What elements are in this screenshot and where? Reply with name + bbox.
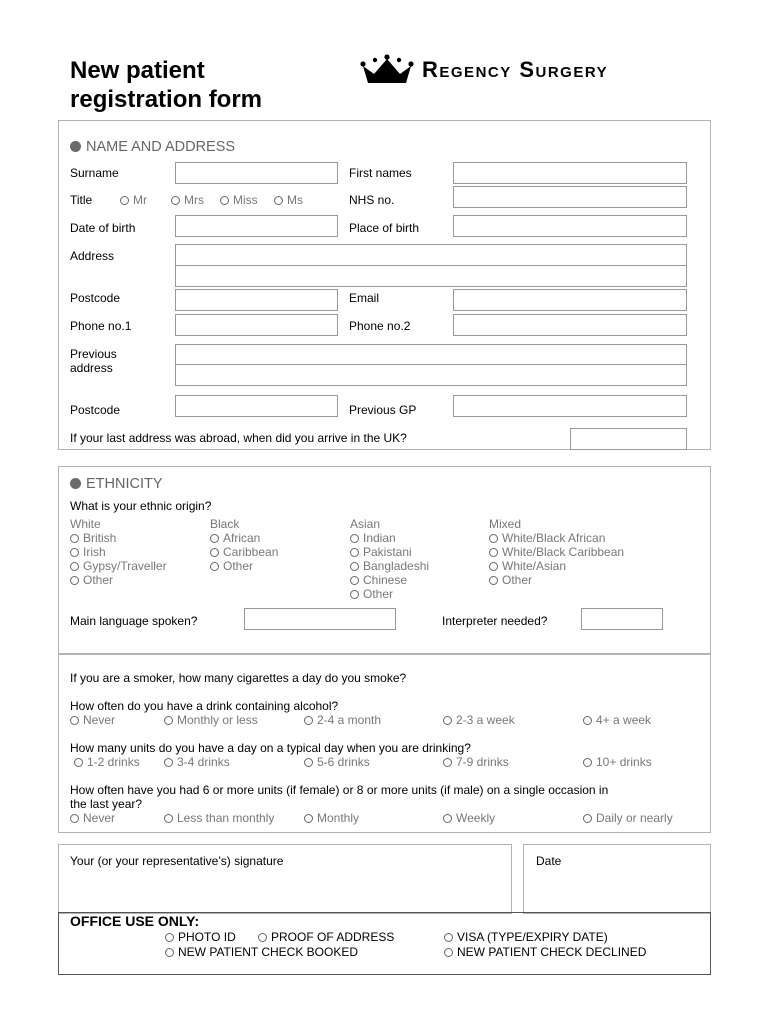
- radio-icon[interactable]: [70, 534, 79, 543]
- brand-logo: [360, 54, 705, 88]
- ethnic-group-white: [70, 517, 167, 587]
- radio-icon[interactable]: [210, 548, 219, 557]
- ethnic-group-mixed: [489, 517, 624, 587]
- phone2-label: Phone no.2: [349, 319, 411, 333]
- page-title: [70, 56, 262, 114]
- office-option-check-booked[interactable]: NEW PATIENT CHECK BOOKED: [165, 945, 358, 959]
- binge-option-daily[interactable]: Daily or nearly: [583, 811, 673, 825]
- previous-address-label-1: Previous: [70, 347, 117, 361]
- radio-icon[interactable]: [164, 716, 173, 725]
- option-irish[interactable]: Irish: [70, 545, 167, 559]
- radio-icon[interactable]: [70, 562, 79, 571]
- radio-icon[interactable]: [70, 716, 79, 725]
- option-black-other[interactable]: Other: [210, 559, 278, 573]
- radio-icon[interactable]: [489, 534, 498, 543]
- binge-option-weekly[interactable]: Weekly: [443, 811, 495, 825]
- radio-icon[interactable]: [444, 948, 453, 957]
- nhs-no-field[interactable]: [453, 186, 687, 208]
- option-white-asian[interactable]: White/Asian: [489, 559, 624, 573]
- radio-icon[interactable]: [220, 196, 229, 205]
- option-british[interactable]: British: [70, 531, 167, 545]
- title-option-mrs[interactable]: Mrs: [171, 193, 204, 207]
- address-label: Address: [70, 249, 115, 263]
- option-white-other[interactable]: Other: [70, 573, 167, 587]
- smoker-question: If you are a smoker, how many cigarettes a day do you smoke?: [70, 671, 407, 685]
- radio-icon[interactable]: [171, 196, 180, 205]
- radio-icon[interactable]: [120, 196, 129, 205]
- crown-icon: [360, 54, 414, 86]
- dob-field[interactable]: [175, 215, 338, 237]
- radio-icon[interactable]: [443, 758, 452, 767]
- group-label: Black: [210, 517, 240, 531]
- radio-icon[interactable]: [70, 548, 79, 557]
- page-title-line1: New patient: [70, 57, 205, 84]
- option-gypsy-traveller[interactable]: Gypsy/Traveller: [70, 559, 167, 573]
- title-label: Title: [70, 193, 93, 207]
- binge-option-monthly[interactable]: Monthly: [304, 811, 359, 825]
- phone1-label: Phone no.1: [70, 319, 132, 333]
- page-title-line2: registration form: [70, 86, 263, 113]
- name-address-heading: NAME AND ADDRESS: [70, 139, 235, 155]
- interpreter-field[interactable]: [581, 608, 663, 630]
- units-option-3-4[interactable]: 3-4 drinks: [164, 755, 230, 769]
- previous-address-label-2: address: [70, 361, 113, 375]
- main-language-label: Main language spoken?: [70, 614, 198, 628]
- date-label: Date: [536, 854, 562, 868]
- option-chinese[interactable]: Chinese: [350, 573, 429, 587]
- radio-icon[interactable]: [74, 758, 83, 767]
- units-question: How many units do you have a day on a typical day when you are drinking?: [70, 741, 471, 755]
- option-bangladeshi[interactable]: Bangladeshi: [350, 559, 429, 573]
- option-pakistani[interactable]: Pakistani: [350, 545, 429, 559]
- surname-label: Surname: [70, 166, 119, 180]
- option-white-black-african[interactable]: White/Black African: [489, 531, 624, 545]
- office-option-check-declined[interactable]: NEW PATIENT CHECK DECLINED: [444, 945, 646, 959]
- surname-field[interactable]: [175, 162, 338, 184]
- first-names-label: First names: [349, 166, 412, 180]
- main-language-field[interactable]: [244, 608, 396, 630]
- option-asian-other[interactable]: Other: [350, 587, 429, 601]
- title-option-miss[interactable]: Miss: [220, 193, 258, 207]
- binge-question-line1: How often have you had 6 or more units (if female) or 8 or more units (if male) on a single occasion in: [70, 783, 609, 797]
- postcode-label: Postcode: [70, 291, 121, 305]
- section-2-icon: [70, 478, 81, 489]
- email-label: Email: [349, 291, 380, 305]
- radio-icon[interactable]: [489, 576, 498, 585]
- abroad-question: If your last address was abroad, when did you arrive in the UK?: [70, 431, 407, 445]
- alcohol-option-never[interactable]: Never: [70, 713, 115, 727]
- binge-option-never[interactable]: Never: [70, 811, 115, 825]
- address-field-2[interactable]: [175, 265, 687, 287]
- radio-icon[interactable]: [70, 814, 79, 823]
- section-1-icon: [70, 141, 81, 152]
- alcohol-option-2-3-week[interactable]: 2-3 a week: [443, 713, 515, 727]
- radio-icon[interactable]: [165, 933, 174, 942]
- radio-icon[interactable]: [304, 758, 313, 767]
- radio-icon[interactable]: [443, 716, 452, 725]
- alcohol-option-monthly[interactable]: Monthly or less: [164, 713, 258, 727]
- first-names-field[interactable]: [453, 162, 687, 184]
- office-option-photo-id[interactable]: PHOTO ID: [165, 930, 236, 944]
- group-label: Asian: [350, 517, 381, 531]
- nhs-no-label: NHS no.: [349, 193, 395, 207]
- address-field-1[interactable]: [175, 244, 687, 266]
- radio-icon[interactable]: [210, 562, 219, 571]
- ethnic-group-black: [210, 517, 278, 573]
- radio-icon[interactable]: [350, 576, 359, 585]
- radio-icon[interactable]: [583, 814, 592, 823]
- units-option-1-2[interactable]: 1-2 drinks: [74, 755, 140, 769]
- previous-gp-label: Previous GP: [349, 403, 417, 417]
- radio-icon[interactable]: [350, 534, 359, 543]
- title-option-mr[interactable]: Mr: [120, 193, 147, 207]
- title-option-ms[interactable]: Ms: [274, 193, 303, 207]
- radio-icon[interactable]: [210, 534, 219, 543]
- previous-address-field-1[interactable]: [175, 344, 687, 366]
- binge-option-less-monthly[interactable]: Less than monthly: [164, 811, 274, 825]
- signature-label: Your (or your representative’s) signature: [70, 854, 284, 868]
- dob-label: Date of birth: [70, 221, 136, 235]
- pob-label: Place of birth: [349, 221, 420, 235]
- radio-icon[interactable]: [164, 814, 173, 823]
- interpreter-label: Interpreter needed?: [442, 614, 548, 628]
- radio-icon[interactable]: [258, 933, 267, 942]
- office-option-proof-address[interactable]: PROOF OF ADDRESS: [258, 930, 394, 944]
- option-african[interactable]: African: [210, 531, 278, 545]
- previous-address-field-2[interactable]: [175, 364, 687, 386]
- brand-name: Regency Surgery: [422, 57, 609, 82]
- radio-icon[interactable]: [444, 933, 453, 942]
- ethnic-origin-question: What is your ethnic origin?: [70, 499, 212, 513]
- radio-icon[interactable]: [443, 814, 452, 823]
- group-label: White: [70, 517, 101, 531]
- units-option-7-9[interactable]: 7-9 drinks: [443, 755, 509, 769]
- radio-icon[interactable]: [350, 562, 359, 571]
- radio-icon[interactable]: [489, 548, 498, 557]
- postcode2-label: Postcode: [70, 403, 121, 417]
- office-use-heading: OFFICE USE ONLY:: [70, 913, 200, 929]
- radio-icon[interactable]: [583, 716, 592, 725]
- radio-icon[interactable]: [70, 576, 79, 585]
- radio-icon[interactable]: [350, 548, 359, 557]
- radio-icon[interactable]: [583, 758, 592, 767]
- previous-gp-field[interactable]: [453, 395, 687, 417]
- ethnicity-heading: ETHNICITY: [70, 476, 163, 492]
- alcohol-option-4-week[interactable]: 4+ a week: [583, 713, 651, 727]
- postcode-field[interactable]: [175, 289, 338, 311]
- abroad-date-field[interactable]: [570, 428, 687, 450]
- radio-icon[interactable]: [165, 948, 174, 957]
- office-option-visa[interactable]: VISA (TYPE/EXPIRY DATE): [444, 930, 608, 944]
- option-mixed-other[interactable]: Other: [489, 573, 624, 587]
- pob-field[interactable]: [453, 215, 687, 237]
- radio-icon[interactable]: [304, 814, 313, 823]
- option-caribbean[interactable]: Caribbean: [210, 545, 278, 559]
- phone1-field[interactable]: [175, 314, 338, 336]
- radio-icon[interactable]: [350, 590, 359, 599]
- alcohol-option-2-4-month[interactable]: 2-4 a month: [304, 713, 381, 727]
- option-white-black-caribbean[interactable]: White/Black Caribbean: [489, 545, 624, 559]
- radio-icon[interactable]: [274, 196, 283, 205]
- option-indian[interactable]: Indian: [350, 531, 429, 545]
- radio-icon[interactable]: [304, 716, 313, 725]
- group-label: Mixed: [489, 517, 522, 531]
- alcohol-question: How often do you have a drink containing alcohol?: [70, 699, 339, 713]
- units-option-10-plus[interactable]: 10+ drinks: [583, 755, 652, 769]
- ethnic-group-asian: [350, 517, 429, 601]
- radio-icon[interactable]: [489, 562, 498, 571]
- email-field[interactable]: [453, 289, 687, 311]
- radio-icon[interactable]: [164, 758, 173, 767]
- phone2-field[interactable]: [453, 314, 687, 336]
- binge-question-line2: the last year?: [70, 797, 143, 811]
- postcode2-field[interactable]: [175, 395, 338, 417]
- units-option-5-6[interactable]: 5-6 drinks: [304, 755, 370, 769]
